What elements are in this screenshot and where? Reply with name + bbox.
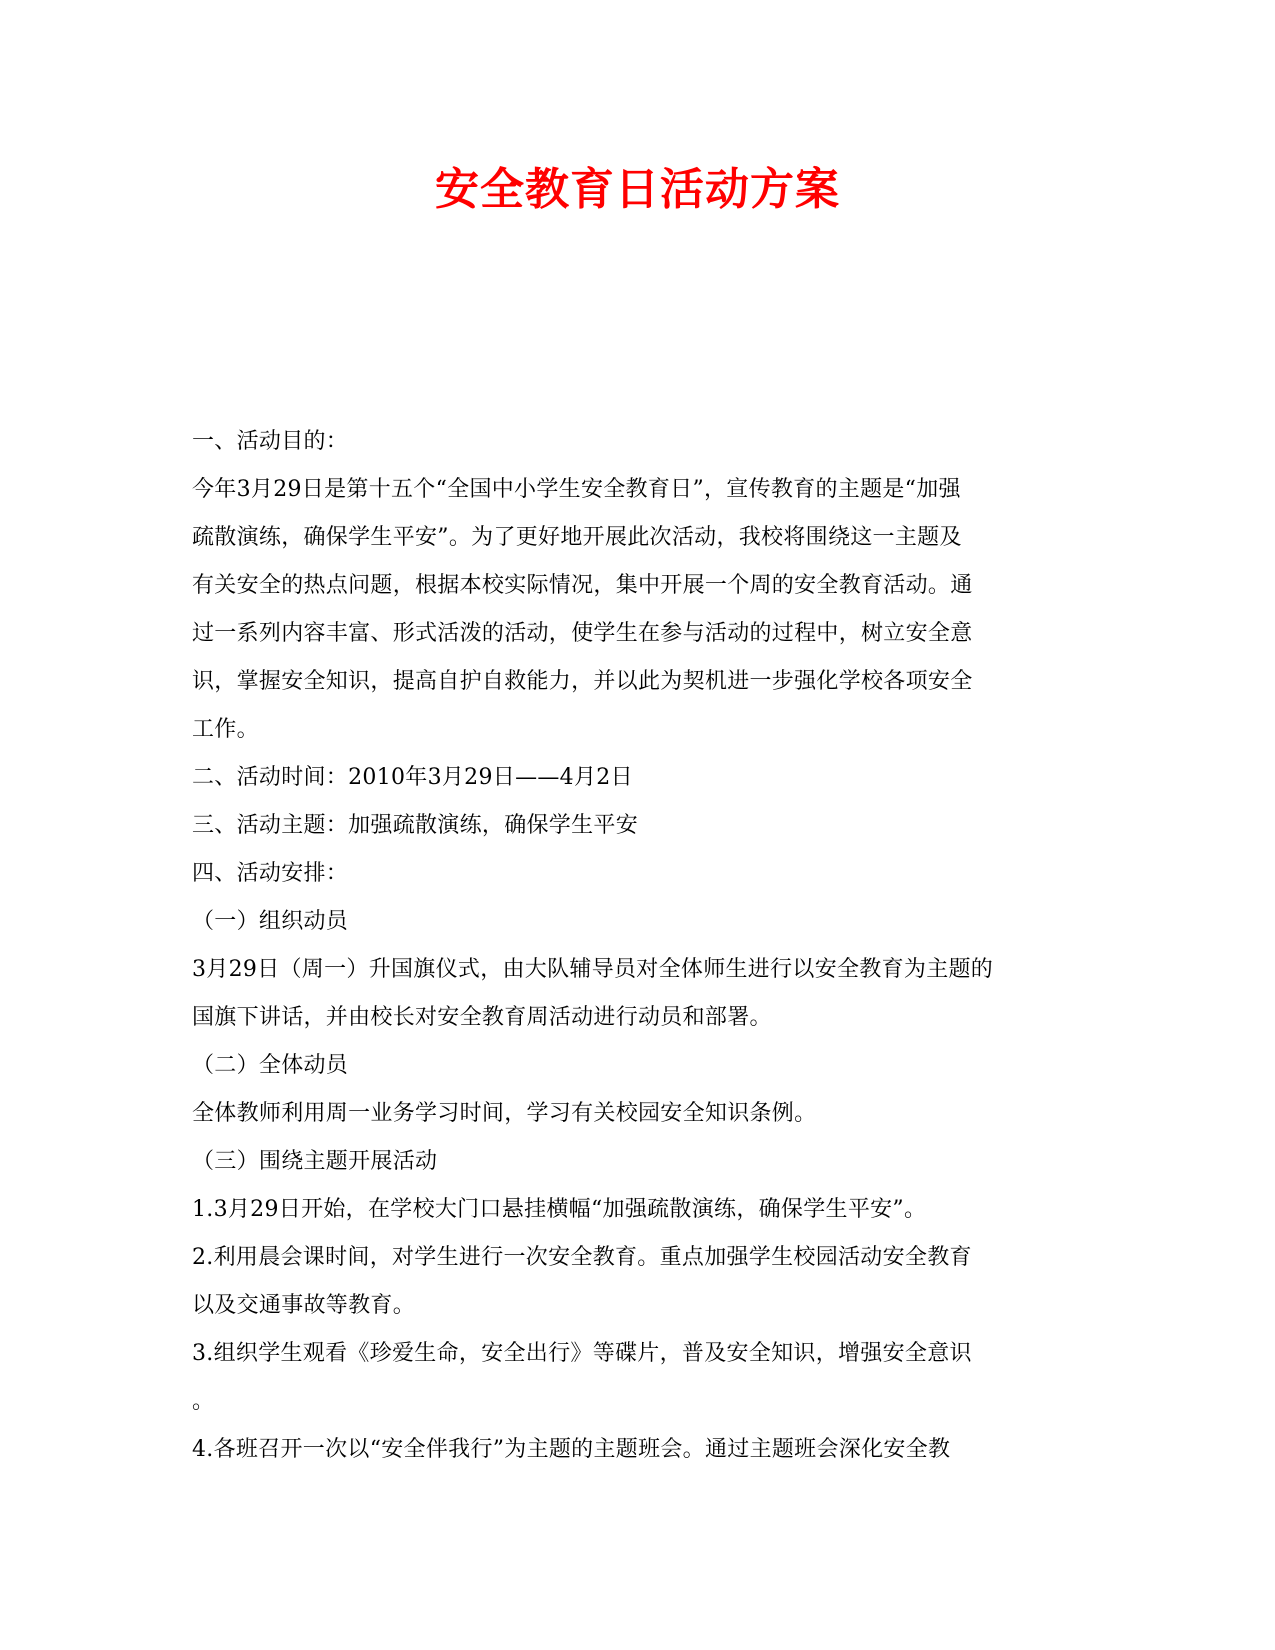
paragraph-line: 国旗下讲话，并由校长对安全教育周活动进行动员和部署。 [192, 1005, 772, 1030]
document-body [192, 418, 1085, 1474]
paragraph-line: 工作。 [192, 717, 259, 742]
paragraph-line: 今年3月29日是第十五个“全国中小学生安全教育日”，宣传教育的主题是“加强 [192, 477, 961, 502]
paragraph-line: 有关安全的热点问题，根据本校实际情况，集中开展一个周的安全教育活动。通 [192, 573, 973, 598]
paragraph-line: 。 [192, 1389, 215, 1414]
document-title: 安全教育日活动方案 [435, 164, 840, 215]
paragraph-line: 以及交通事故等教育。 [192, 1293, 416, 1318]
section-heading-time: 二、活动时间：2010年3月29日——4月2日 [192, 765, 633, 790]
list-item: 2.利用晨会课时间，对学生进行一次安全教育。重点加强学生校园活动安全教育 [192, 1245, 972, 1270]
paragraph-line: 疏散演练，确保学生平安”。为了更好地开展此次活动，我校将围绕这一主题及 [192, 525, 962, 550]
paragraph-line: 过一系列内容丰富、形式活泼的活动，使学生在参与活动的过程中，树立安全意 [192, 621, 973, 646]
paragraph-line: 全体教师利用周一业务学习时间，学习有关校园安全知识条例。 [192, 1101, 817, 1126]
subsection-heading: （一）组织动员 [192, 909, 349, 934]
list-item: 1.3月29日开始，在学校大门口悬挂横幅“加强疏散演练，确保学生平安”。 [192, 1197, 927, 1222]
paragraph-line: 3月29日（周一）升国旗仪式，由大队辅导员对全体师生进行以安全教育为主题的 [192, 957, 994, 982]
section-heading-purpose: 一、活动目的： [192, 429, 349, 454]
section-heading-theme: 三、活动主题：加强疏散演练，确保学生平安 [192, 813, 639, 838]
subsection-heading: （二）全体动员 [192, 1053, 349, 1078]
paragraph-line: 识，掌握安全知识，提高自护自救能力，并以此为契机进一步强化学校各项安全 [192, 669, 973, 694]
list-item: 3.组织学生观看《珍爱生命，安全出行》等碟片，普及安全知识，增强安全意识 [192, 1341, 972, 1366]
list-item: 4.各班召开一次以“安全伴我行”为主题的主题班会。通过主题班会深化安全教 [192, 1437, 951, 1462]
subsection-heading: （三）围绕主题开展活动 [192, 1149, 438, 1174]
section-heading-arrangement: 四、活动安排： [192, 861, 349, 886]
